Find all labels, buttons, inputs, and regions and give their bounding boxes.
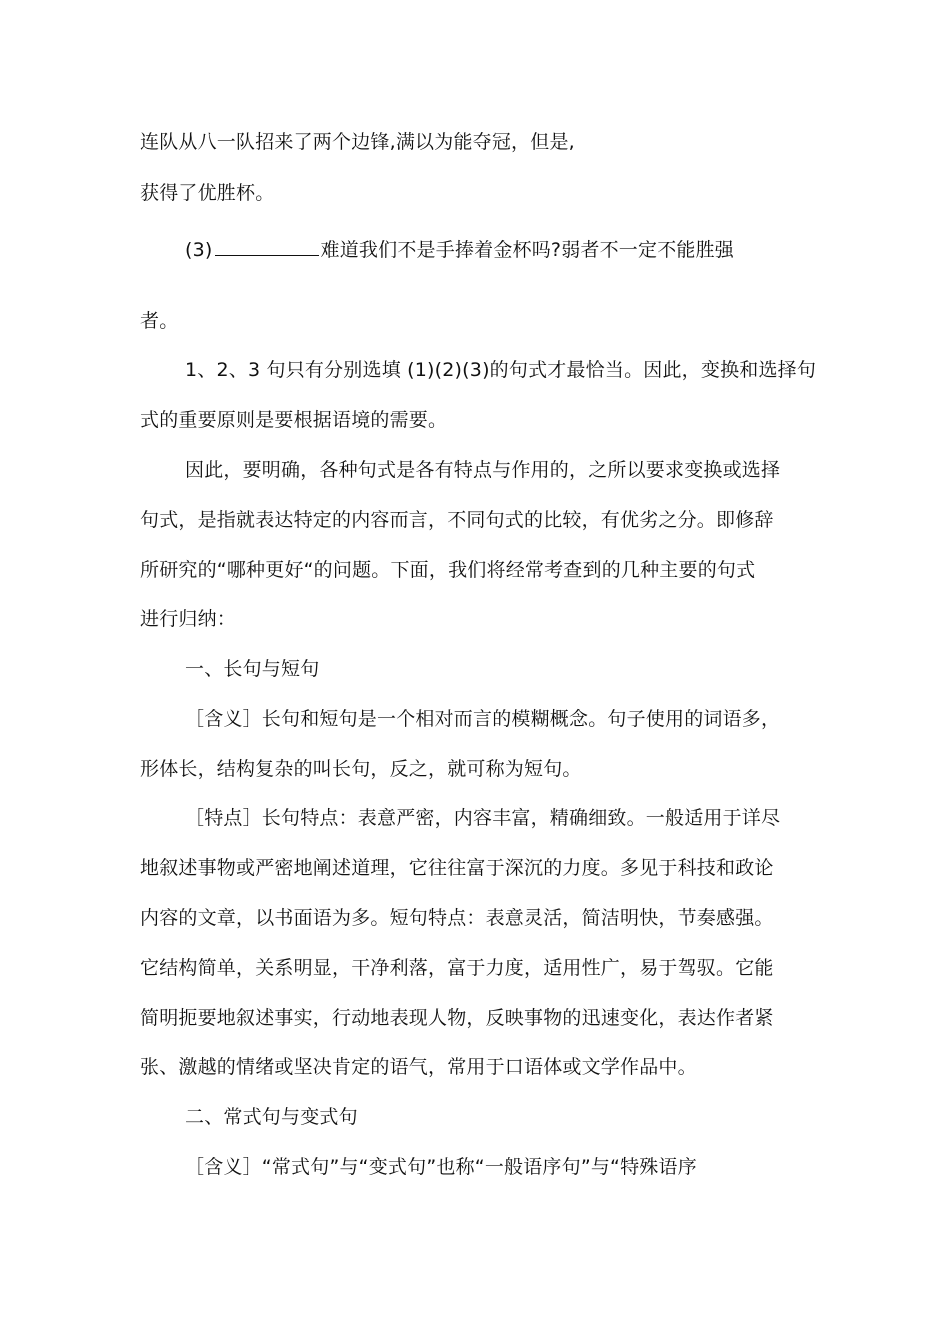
text-line: 进行归纳： <box>140 608 237 630</box>
paragraph-start: 因此，要明确，各种句式是各有特点与作用的，之所以要求变换或选择 <box>185 459 781 481</box>
text-line: 它结构简单，关系明显，干净利落，富于力度，适用性广，易于驾驭。它能 <box>140 957 774 979</box>
question-text: 难道我们不是手捧着金杯吗?弱者不一定不能胜强 <box>320 239 735 261</box>
paragraph-start: 1、2、3 句只有分别选填 (1)(2)(3)的句式才最恰当。因此，变换和选择句 <box>185 359 817 381</box>
fill-in-question-3 <box>185 236 734 262</box>
section-heading: 二、常式句与变式句 <box>185 1106 358 1128</box>
text-line: 句式，是指就表达特定的内容而言，不同句式的比较，有优劣之分。即修辞 <box>140 509 774 531</box>
text-line: 获得了优胜杯。 <box>140 182 275 204</box>
text-line: 内容的文章，以书面语为多。短句特点：表意灵活，简洁明快，节奏感强。 <box>140 907 774 929</box>
text-line: 形体长，结构复杂的叫长句，反之，就可称为短句。 <box>140 758 582 780</box>
paragraph-start: ［含义］长句和短句是一个相对而言的模糊概念。句子使用的词语多， <box>185 708 781 730</box>
text-line: 地叙述事物或严密地阐述道理，它往往富于深沉的力度。多见于科技和政论 <box>140 857 774 879</box>
paragraph-start: ［含义］“常式句”与“变式句”也称“一般语序句”与“特殊语序 <box>185 1156 697 1178</box>
text-line: 连队从八一队招来了两个边锋,满以为能夺冠，但是, <box>140 131 575 153</box>
text-line: 简明扼要地叙述事实，行动地表现人物，反映事物的迅速变化，表达作者紧 <box>140 1007 774 1029</box>
answer-blank <box>215 236 319 256</box>
text-line: 所研究的“哪种更好“的问题。下面，我们将经常考查到的几种主要的句式 <box>140 559 756 581</box>
question-number: (3) <box>185 239 213 261</box>
text-line: 者。 <box>140 310 179 332</box>
text-line: 式的重要原则是要根据语境的需要。 <box>140 409 448 431</box>
paragraph-start: ［特点］长句特点：表意严密，内容丰富，精确细致。一般适用于详尽 <box>185 807 781 829</box>
section-heading: 一、长句与短句 <box>185 658 320 680</box>
text-line: 张、激越的情绪或坚决肯定的语气，常用于口语体或文学作品中。 <box>140 1056 697 1078</box>
